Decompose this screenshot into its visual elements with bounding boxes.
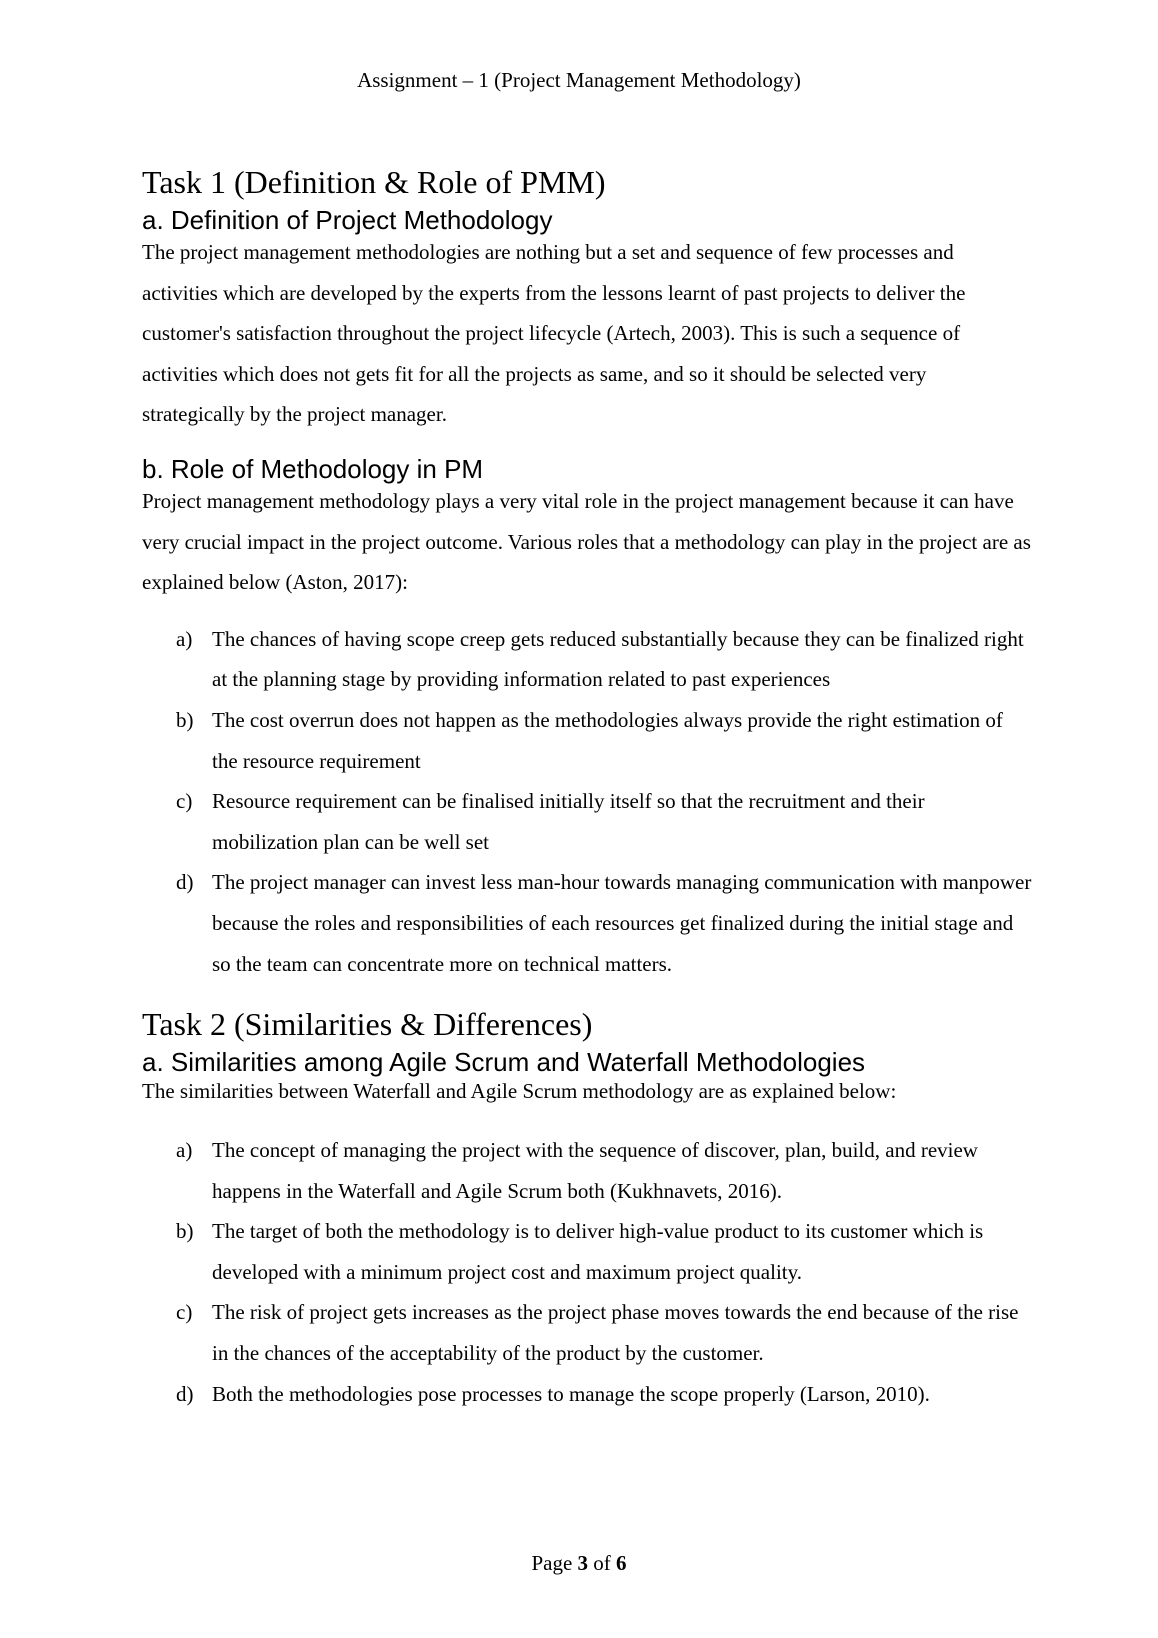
list-marker: d) — [176, 870, 194, 895]
list-item-text: The concept of managing the project with the sequence of discover, plan, build, and review happens in the Waterfall and Agile Scrum both (Kukhnavets, 2016). — [212, 1138, 978, 1203]
list-item-text: The project manager can invest less man-hour towards managing communication with manpower because the roles and responsibilities of each resources get finalized during the initial stage and so the team can concentrate more on technical matters. — [212, 870, 1032, 976]
list-item-text: The chances of having scope creep gets reduced substantially because they can be finalized right at the planning stage by providing information related to past experiences — [212, 626, 1024, 692]
task1-section-a-paragraph: The project management methodologies are nothing but a set and sequence of few processes and activities which are developed by the experts from the lessons learnt of past projects to deliver the customer's satisfaction throughout the project lifecycle (Artech, 2003). This is such a sequence of activities which does not gets fit for all the projects as same, and so it should be selected very strategically by the project manager. — [142, 240, 966, 427]
task1-section-b-paragraph: Project management methodology plays a very vital role in the project management because it can have very crucial impact in the project outcome. Various roles that a methodology can play in the project are as explained below (Aston, 2017): — [142, 488, 1031, 595]
page-label: Page — [531, 1551, 573, 1575]
list-item — [142, 619, 1032, 700]
task2-section-a-paragraph: The similarities between Waterfall and Agile Scrum methodology are as explained below: — [142, 1079, 897, 1104]
task2-heading: Task 2 (Similarities & Differences) — [142, 1006, 593, 1043]
list-item-text: Both the methodologies pose processes to manage the scope properly (Larson, 2010). — [212, 1381, 930, 1406]
total-pages-number: 6 — [616, 1551, 627, 1575]
list-item — [142, 1292, 1032, 1373]
list-item — [142, 700, 1032, 781]
similarities-list — [142, 1130, 1032, 1414]
list-marker: b) — [176, 707, 194, 732]
list-marker: d) — [176, 1381, 194, 1406]
role-list — [142, 619, 1032, 984]
current-page-number: 3 — [577, 1551, 589, 1575]
list-item — [142, 862, 1032, 984]
task1-section-a-heading: a. Definition of Project Methodology — [142, 205, 553, 235]
list-marker: b) — [176, 1219, 194, 1244]
of-label: of — [593, 1551, 611, 1575]
list-item-text: The cost overrun does not happen as the methodologies always provide the right estimation of the resource requirement — [212, 707, 1003, 773]
list-item — [142, 1211, 1032, 1292]
list-item-text: Resource requirement can be finalised initially itself so that the recruitment and their mobilization plan can be well set — [212, 789, 925, 854]
list-item — [142, 1374, 1032, 1415]
task2-section-a-heading: a. Similarities among Agile Scrum and Waterfall Methodologies — [142, 1047, 866, 1078]
list-item-text: The risk of project gets increases as the project phase moves towards the end because of the rise in the chances of the acceptability of the product by the customer. — [212, 1300, 1019, 1366]
page-header: Assignment – 1 (Project Management Methodology) — [357, 68, 801, 92]
document-body — [142, 162, 1032, 1414]
page-footer — [0, 1549, 1158, 1577]
list-marker: c) — [176, 789, 193, 814]
task1-section-b-heading: b. Role of Methodology in PM — [142, 453, 484, 484]
list-marker: c) — [176, 1300, 193, 1325]
list-item-text: The target of both the methodology is to deliver high-value product to its customer which is developed with a minimum project cost and maximum project quality. — [212, 1219, 984, 1284]
task1-heading: Task 1 (Definition & Role of PMM) — [142, 164, 606, 200]
list-item — [142, 1130, 1032, 1211]
list-item — [142, 781, 1032, 862]
list-marker: a) — [176, 1138, 193, 1163]
list-marker: a) — [176, 626, 193, 651]
